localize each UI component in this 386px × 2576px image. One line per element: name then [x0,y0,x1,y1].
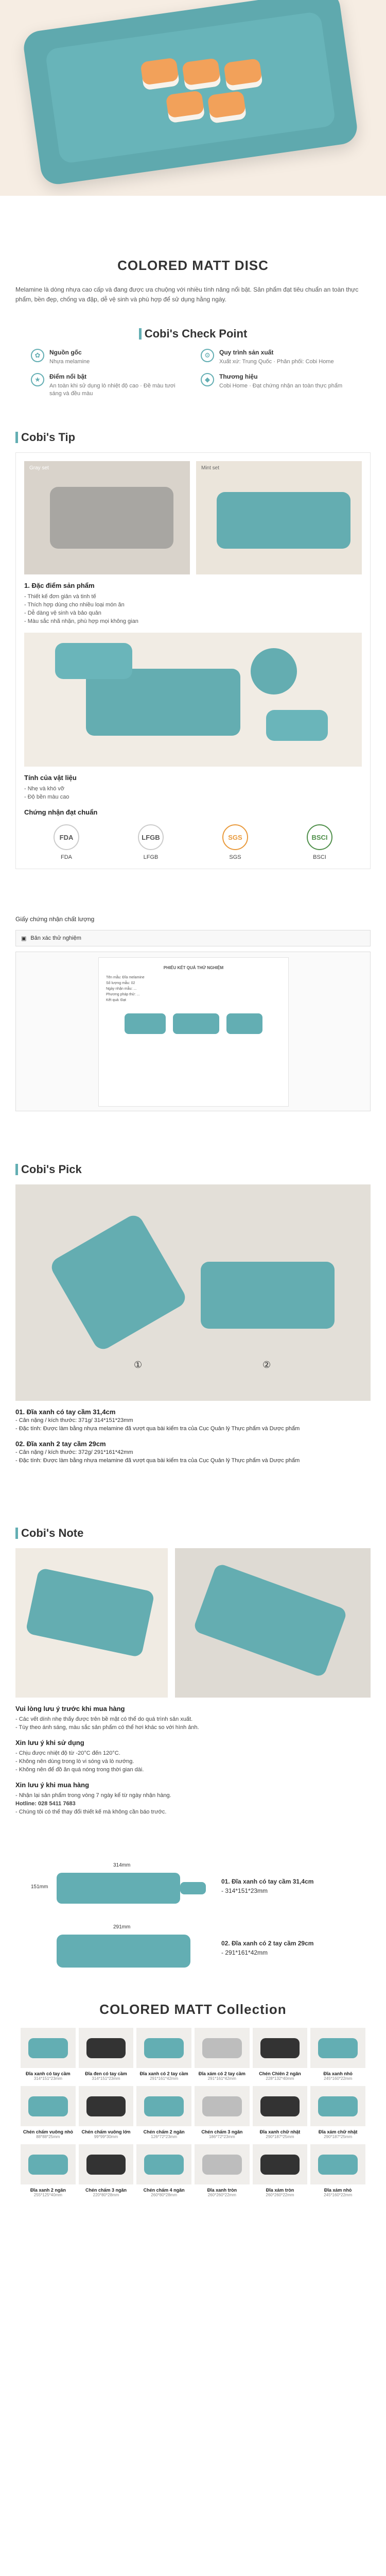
collection-thumb [253,2144,308,2184]
collection-item[interactable] [79,2144,134,2197]
collection-item-size: 99*99*30mm [94,2134,118,2139]
collection-item[interactable] [195,2086,250,2139]
collection-item[interactable] [310,2028,365,2081]
document-icon: ▣ [21,935,27,942]
collection-thumb [136,2028,191,2068]
dimension-item-2: 02. Đĩa xanh có 2 tay cầm 29cm - 291*161*42mm [221,1940,314,1956]
tip-spec-1: 1. Đặc điểm sản phẩm - Thiết kế đơn giản và tinh tế - Thích hợp dùng cho nhiều loại món ăn - Dễ dàng vệ sinh và bảo quản - Màu sắc nhã nhặn, phù hợp mọi không gian [24,582,138,624]
collection-item-name: Chén chấm vuông nhỏ [23,2129,73,2134]
collection-item-size: 291*161*42mm [207,2076,236,2081]
checkpoint-item: ◆ Thương hiệu Cobi Home · Đạt chứng nhận an toàn thực phẩm [201,373,355,398]
collection-item-name: Đĩa xanh tròn [207,2188,237,2193]
collection-thumb [79,2144,134,2184]
collection-thumb [79,2086,134,2126]
collection-item-name: Chén chấm 2 ngăn [143,2129,185,2134]
collection-item[interactable] [79,2086,134,2139]
collection-thumb [195,2086,250,2126]
collection-item[interactable] [21,2144,76,2197]
collection-item-name: Đĩa xanh có 2 tay cầm [139,2071,188,2076]
note-heading: Cobi's Note [0,1527,386,1540]
checkpoint-item: ⚙ Quy trình sản xuất Xuất xứ: Trung Quốc · Phân phối: Cobi Home [201,349,355,366]
collection-item-size: 314*151*23mm [33,2076,62,2081]
pick-specs: 01. Đĩa xanh có tay cầm 31,4cm - Cân nặng / kích thước: 371g/ 314*151*23mm - Đặc tính: Được làm bằng nhựa melamine đã vượt qua bài kiểm tra của Cục Quản lý Thực phẩm và Dược phẩm 02. Đĩa xanh 2 tay cầm 29cm - Cân nặng / kích thước: 372g/ 291*161*42mm - Đặc tính: Được làm bằng nhựa melamine đã vượt qua bài kiểm tra của Cục Quản lý Thực phẩm và Dược phẩm [15,1408,300,1464]
collection-item-size: 228*132*40mm [266,2076,294,2081]
fda-logo-icon: FDA [54,824,79,850]
collection-item[interactable] [253,2086,308,2139]
collection-item-size: 291*161*42mm [150,2076,179,2081]
marker-1: ① [134,1360,143,1370]
checkpoint-grid [0,341,386,398]
tip-spec-2: Tính của vật liệu - Nhẹ và khó vỡ - Độ bền màu cao Chứng nhận đạt chuẩn [24,774,98,816]
collection-item-name: Đĩa xanh chữ nhật [259,2129,301,2134]
collection-thumb [195,2028,250,2068]
collection-title: COLORED MATT Collection [99,2002,287,2017]
collection-thumb [310,2028,365,2068]
collection-item[interactable] [195,2144,250,2197]
collection-thumb [310,2086,365,2126]
tip-heading: Cobi's Tip [0,431,386,444]
collection-item-name: Chén chấm 4 ngăn [143,2188,185,2193]
collection-grid [0,2018,386,2197]
collection-item[interactable] [136,2086,191,2139]
checkpoint-item: ★ Điểm nổi bật An toàn khi sử dụng lò nhiệt độ cao · Đề màu tươi sáng và đều màu [31,373,185,398]
collection-item-size: 260*260*22mm [207,2193,236,2197]
tip-photo-gray: Gray set [24,461,190,574]
note-text: Vui lòng lưu ý trước khi mua hàng - Các vết dính nhẹ thấy được trên bề mặt có thể do quá trình sản xuất. - Tùy theo ánh sáng, màu sắc sản phẩm có thể hơi khác so với hình ảnh. Xin lưu ý khi sử dụng - Chịu được nhiệt độ từ -20°C đến 120°C. - Không nên dùng trong lò vi sóng và lò nướng. - Không nên để đồ ăn quá nóng trong thời gian dài. Xin lưu ý khi mua hàng - Nhận lại sản phẩm trong vòng 7 ngày kể từ ngày nhận hàng. Hotline: 028 5411 7683 - Chúng tôi có thể thay đổi thiết kế mà không cần báo trước. [15,1705,199,1815]
certificate-document [15,952,371,1111]
collection-item-name: Đĩa xám nhỏ [324,2188,352,2193]
intro-text: Melamine là dòng nhựa cao cấp và đang được ưa chuộng với nhiều tính năng nổi bật. Sản phẩm đạt tiêu chuẩn an toàn thực phẩm, bền đẹp, chống va đập, dễ vệ sinh và phù hợp để sử dụng hằng ngày. [15,286,359,303]
origin-icon: ✿ [31,349,44,362]
note-photos [0,1548,386,1698]
collection-item-size: 245*160*22mm [324,2076,353,2081]
collection-item[interactable] [136,2144,191,2197]
collection-thumb [79,2028,134,2068]
collection-item-size: 220*80*28mm [93,2193,119,2197]
cert-lfgb: LFGB LFGB [138,824,164,860]
collection-item-name: Đĩa đen có tay cầm [85,2071,127,2076]
collection-item-size: 260*80*28mm [151,2193,177,2197]
brand-icon: ◆ [201,373,214,386]
collection-thumb [21,2086,76,2126]
collection-item-size: 255*125*40mm [33,2193,62,2197]
collection-thumb [253,2086,308,2126]
hero-plate [22,0,359,187]
collection-item-name: Đĩa xanh nhỏ [323,2071,353,2076]
production-icon: ⚙ [201,349,214,362]
hero-image [0,0,386,196]
collection-item-size: 290*187*25mm [266,2134,294,2139]
collection-thumb [21,2028,76,2068]
certificate-label: Giấy chứng nhận chất lượng [15,916,95,923]
collection-item-size: 88*88*25mm [36,2134,60,2139]
lfgb-logo-icon: LFGB [138,824,164,850]
collection-item-name: Đĩa xanh có tay cầm [26,2071,71,2076]
dimension-item-1: 01. Đĩa xanh có tay cầm 31,4cm - 314*151*23mm [221,1878,314,1894]
tip-photo-mint: Mint set [196,461,362,574]
page-title: COLORED MATT DISC [117,258,269,273]
checkpoint-heading: Cobi's Check Point [0,327,386,341]
marker-2: ② [262,1360,271,1370]
collection-thumb [136,2086,191,2126]
collection-item[interactable] [21,2028,76,2081]
collection-item-name: Chén chấm 3 ngăn [85,2188,127,2193]
checkpoint-item: ✿ Nguồn gốc Nhựa melamine [31,349,185,366]
cert-sgs: SGS SGS [222,824,248,860]
collection-thumb [136,2144,191,2184]
pick-photo [15,1184,371,1401]
collection-item[interactable] [195,2028,250,2081]
cert-bsci: BSCI BSCI [307,824,332,860]
tip-photo-set [24,633,362,767]
collection-item[interactable] [310,2144,365,2197]
collection-item[interactable] [253,2144,308,2197]
collection-item-size: 260*260*22mm [266,2193,294,2197]
cert-fda: FDA FDA [54,824,79,860]
dimension-diagram: 314mm 151mm 291mm 01. Đĩa xanh có tay cầm 31,4cm - 314*151*23mm 02. Đĩa xanh có 2 tay cầm 29cm - 291*161*42mm [0,1857,386,1981]
collection-item-size: 126*72*23mm [151,2134,177,2139]
collection-item-name: Đĩa xanh 2 ngăn [30,2188,66,2193]
tip-box [15,452,371,869]
collection-thumb [21,2144,76,2184]
collection-item[interactable] [79,2028,134,2081]
collection-item-size: 314*151*23mm [92,2076,120,2081]
collection-item[interactable] [310,2086,365,2139]
collection-item-name: Đĩa xám có 2 tay cầm [198,2071,245,2076]
collection-thumb [253,2028,308,2068]
collection-item-size: 290*187*25mm [324,2134,353,2139]
collection-item[interactable] [21,2086,76,2139]
note-photo-1 [15,1548,168,1698]
pick-heading: Cobi's Pick [0,1163,386,1176]
collection-item-name: Đĩa xám chữ nhật [318,2129,358,2134]
collection-item-size: 245*160*22mm [324,2193,353,2197]
collection-item[interactable] [136,2028,191,2081]
collection-item-name: Chén chấm vuông lớn [81,2129,131,2134]
feature-icon: ★ [31,373,44,386]
collection-item-name: Chén Chiên 2 ngăn [259,2071,301,2076]
collection-item[interactable] [253,2028,308,2081]
collection-thumb [310,2144,365,2184]
bsci-logo-icon: BSCI [307,824,332,850]
collection-item-name: Đĩa xám tròn [266,2188,294,2193]
sgs-logo-icon: SGS [222,824,248,850]
document-toggle[interactable]: ▣ Bản xác thử nghiệm [15,930,371,946]
certificate-list [24,824,362,860]
document-page: PHIẾU KẾT QUẢ THỬ NGHIỆM Tên mẫu: Đĩa melamine Số lượng mẫu: 02 Ngày nhận mẫu: ... Phương pháp thử: ... Kết quả: Đạt [98,957,289,1107]
collection-item-name: Chén chấm 3 ngăn [201,2129,243,2134]
collection-item-size: 186*72*23mm [208,2134,235,2139]
note-photo-2 [175,1548,371,1698]
collection-thumb [195,2144,250,2184]
